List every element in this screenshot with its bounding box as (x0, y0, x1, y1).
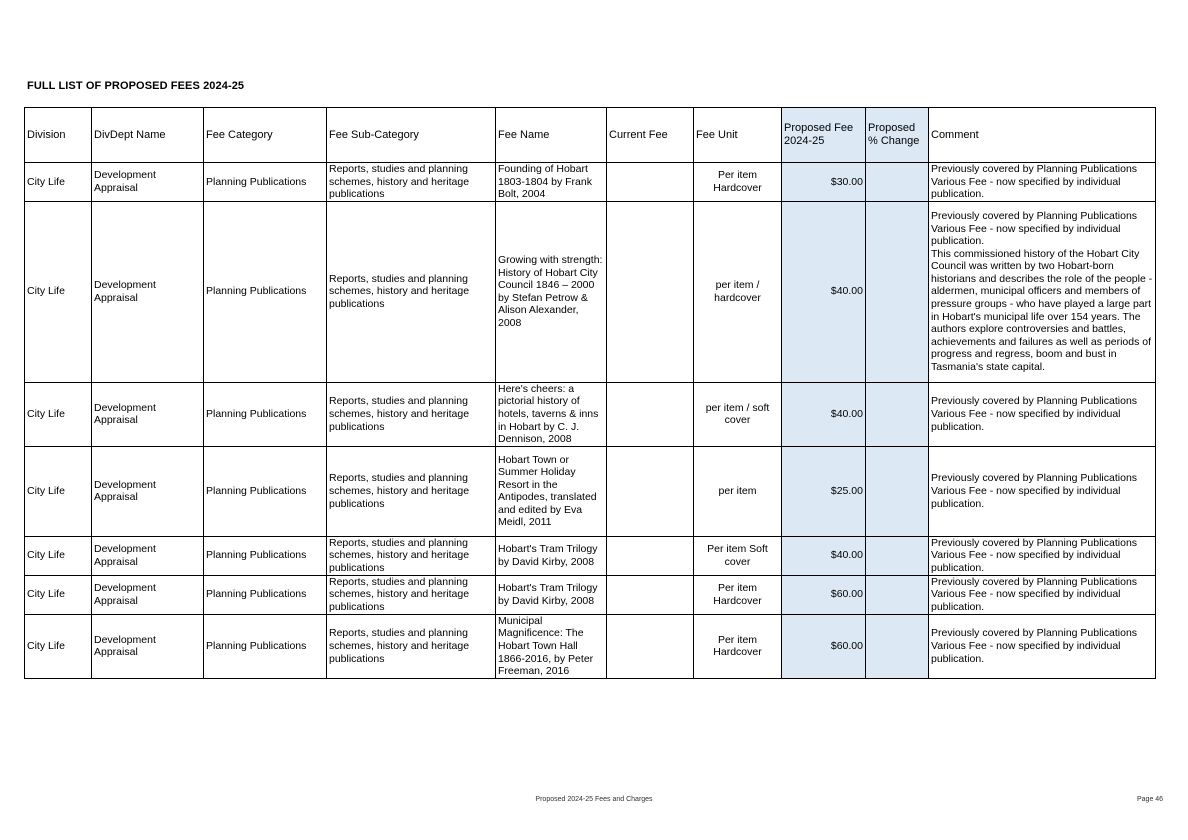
cell-subcategory: Reports, studies and planning schemes, history and heritage publications (327, 382, 496, 446)
cell-proposed-change (866, 201, 929, 382)
header-fee-category: Fee Category (204, 108, 327, 163)
cell-category: Planning Publications (204, 446, 327, 536)
cell-category: Planning Publications (204, 201, 327, 382)
cell-comment: Previously covered by Planning Publications Various Fee - now specified by individual publication. (929, 575, 1156, 614)
cell-subcategory: Reports, studies and planning schemes, history and heritage publications (327, 201, 496, 382)
cell-division: City Life (25, 446, 92, 536)
page-footer: Proposed 2024-25 Fees and Charges (535, 796, 653, 803)
cell-divdept: Development Appraisal (92, 446, 204, 536)
cell-fee-name: Here's cheers: a pictorial history of hotels, taverns & inns in Hobart by C. J. Dennison, 2008 (496, 382, 607, 446)
cell-current-fee (607, 614, 694, 678)
page-number: Page 46 (1137, 796, 1164, 803)
cell-fee-unit: per item / hardcover (694, 201, 782, 382)
cell-proposed-fee: $60.00 (782, 575, 866, 614)
cell-divdept: Development Appraisal (92, 382, 204, 446)
cell-category: Planning Publications (204, 163, 327, 202)
header-proposed-fee: Proposed Fee 2024-25 (782, 108, 866, 163)
cell-proposed-change (866, 382, 929, 446)
cell-proposed-fee: $40.00 (782, 536, 866, 575)
cell-current-fee (607, 536, 694, 575)
cell-fee-unit: per item / soft cover (694, 382, 782, 446)
header-division: Division (25, 108, 92, 163)
cell-divdept: Development Appraisal (92, 536, 204, 575)
table-row (25, 575, 1156, 614)
cell-division: City Life (25, 163, 92, 202)
cell-proposed-change (866, 163, 929, 202)
cell-current-fee (607, 382, 694, 446)
header-proposed-change: Proposed % Change (866, 108, 929, 163)
cell-comment: Previously covered by Planning Publications Various Fee - now specified by individual publication. This commissioned history of the Hobart City Council was written by two Hobart-born historians and describes the role of the people - aldermen, municipal officers and members of pressure groups - who have played a large part in Hobart's municipal life over 154 years. The authors explore controversies and battles, achievements and failures as well as periods of progress and regress, boom and bust in Tasmania's state capital. (929, 201, 1156, 382)
header-current-fee: Current Fee (607, 108, 694, 163)
cell-proposed-fee: $40.00 (782, 201, 866, 382)
cell-proposed-change (866, 614, 929, 678)
cell-proposed-fee: $60.00 (782, 614, 866, 678)
header-fee-sub-category: Fee Sub-Category (327, 108, 496, 163)
cell-current-fee (607, 575, 694, 614)
cell-comment: Previously covered by Planning Publications Various Fee - now specified by individual publication. (929, 446, 1156, 536)
cell-divdept: Development Appraisal (92, 201, 204, 382)
cell-subcategory: Reports, studies and planning schemes, history and heritage publications (327, 575, 496, 614)
cell-fee-name: Hobart Town or Summer Holiday Resort in the Antipodes, translated and edited by Eva Meidl, 2011 (496, 446, 607, 536)
cell-current-fee (607, 163, 694, 202)
cell-fee-name: Hobart's Tram Trilogy by David Kirby, 2008 (496, 575, 607, 614)
cell-divdept: Development Appraisal (92, 575, 204, 614)
cell-category: Planning Publications (204, 536, 327, 575)
cell-fee-name: Hobart's Tram Trilogy by David Kirby, 2008 (496, 536, 607, 575)
cell-fee-unit: per item (694, 446, 782, 536)
header-fee-name: Fee Name (496, 108, 607, 163)
cell-fee-name: Growing with strength: History of Hobart City Council 1846 – 2000 by Stefan Petrow & Alison Alexander, 2008 (496, 201, 607, 382)
cell-category: Planning Publications (204, 382, 327, 446)
cell-fee-unit: Per item Soft cover (694, 536, 782, 575)
table-row (25, 536, 1156, 575)
cell-fee-unit: Per item Hardcover (694, 163, 782, 202)
cell-proposed-fee: $40.00 (782, 382, 866, 446)
cell-comment: Previously covered by Planning Publications Various Fee - now specified by individual publication. (929, 163, 1156, 202)
cell-division: City Life (25, 614, 92, 678)
cell-divdept: Development Appraisal (92, 163, 204, 202)
table-row (25, 446, 1156, 536)
cell-division: City Life (25, 536, 92, 575)
cell-subcategory: Reports, studies and planning schemes, history and heritage publications (327, 446, 496, 536)
cell-proposed-change (866, 536, 929, 575)
cell-comment: Previously covered by Planning Publications Various Fee - now specified by individual publication. (929, 382, 1156, 446)
table-row (25, 382, 1156, 446)
cell-current-fee (607, 446, 694, 536)
cell-subcategory: Reports, studies and planning schemes, history and heritage publications (327, 536, 496, 575)
header-fee-unit: Fee Unit (694, 108, 782, 163)
cell-current-fee (607, 201, 694, 382)
cell-fee-name: Founding of Hobart 1803-1804 by Frank Bolt, 2004 (496, 163, 607, 202)
cell-proposed-fee: $25.00 (782, 446, 866, 536)
cell-proposed-change (866, 446, 929, 536)
cell-category: Planning Publications (204, 614, 327, 678)
cell-subcategory: Reports, studies and planning schemes, history and heritage publications (327, 163, 496, 202)
cell-fee-unit: Per item Hardcover (694, 614, 782, 678)
cell-proposed-fee: $30.00 (782, 163, 866, 202)
cell-subcategory: Reports, studies and planning schemes, history and heritage publications (327, 614, 496, 678)
table-row (25, 614, 1156, 678)
cell-divdept: Development Appraisal (92, 614, 204, 678)
cell-proposed-change (866, 575, 929, 614)
cell-comment: Previously covered by Planning Publications Various Fee - now specified by individual publication. (929, 536, 1156, 575)
table-row (25, 163, 1156, 202)
cell-division: City Life (25, 201, 92, 382)
cell-comment: Previously covered by Planning Publications Various Fee - now specified by individual publication. (929, 614, 1156, 678)
header-comment: Comment (929, 108, 1156, 163)
fees-table (24, 107, 1156, 679)
table-row (25, 201, 1156, 382)
cell-division: City Life (25, 575, 92, 614)
cell-category: Planning Publications (204, 575, 327, 614)
cell-division: City Life (25, 382, 92, 446)
header-divdept-name: DivDept Name (92, 108, 204, 163)
cell-fee-unit: Per item Hardcover (694, 575, 782, 614)
page-title: FULL LIST OF PROPOSED FEES 2024-25 (27, 80, 245, 92)
table-header-row (25, 108, 1156, 163)
cell-fee-name: Municipal Magnificence: The Hobart Town Hall 1866-2016, by Peter Freeman, 2016 (496, 614, 607, 678)
